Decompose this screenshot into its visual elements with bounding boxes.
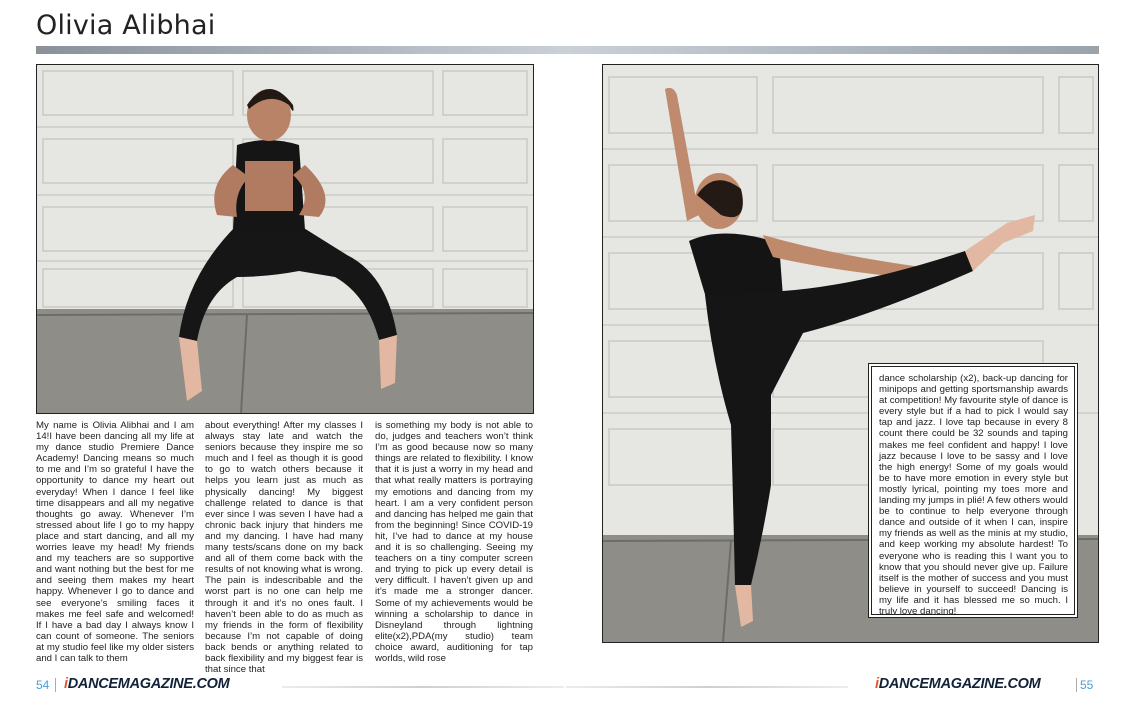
logo-i-left: i [64, 676, 68, 692]
article-column-1: My name is Olivia Alibhai and I am 14!I have been dancing all my life at my dance studio Premiere Dance Academy! Dancing means so much to me and I’m so grateful I have the opportunity to dance my heart out everyday! When I dance I feel like time disappears and all my negative thoughts go away. Whenever I’m stressed about life I go to my happy place and start dancing, and all my worries leave my head! My friends and my teachers are so supportive and want nothing but the best for me and seeing them makes my heart happy. Whenever I go to dance and see everyone’s smiling faces it makes me feel safe and welcomed! If I have a bad day I always know I can count of someone. The seniors at my studio feel like my older sisters and I can talk to them [36, 420, 194, 664]
footer-separator-left [55, 678, 56, 692]
footer-separator-right [1076, 678, 1077, 692]
magazine-logo-left [64, 676, 229, 692]
article-column-3: is something my body is not able to do, judges and teachers won’t think I’m as good because now so many things are related to flexibility. I know that it is just a worry in my head and that what really matters is portraying my emotions and dancing from my heart. I am a very confident person and dancing has helped me gain that from the beginning! Since COVID-19 hit, I’ve had to dance at my house and it is so challenging. Seeing my teachers on a tiny computer screen and trying to pick up every detail is very difficult. I haven’t given up and it’s made me a stronger dancer. Some of my achievements would be winning a scholarship to dance in Disneyland through lightning elite(x2),PDA(my studio) team choice award, auditioning for tap worlds, wild rose [375, 420, 533, 664]
logo-text-left: DANCEMAGAZINE.COM [67, 676, 230, 692]
logo-i-right: i [875, 676, 879, 692]
magazine-logo-right [875, 676, 1040, 692]
page-number-left: 54 [36, 678, 50, 692]
logo-text-right: DANCEMAGAZINE.COM [878, 676, 1041, 692]
article-continued-box: dance scholarship (x2), back-up dancing for minipops and getting sportsmanship awards at competition! My favourite style of dance is every style but if a had to pick I would say tap and jazz. I love tap because in every 8 count there could be 32 sounds and taping makes me feel confident and happy! I love jazz because I love to be sassy and I love the high energy! Some of my goals would be to have more emotion in every style but mostly lyrical, pointing my toes more and landing my jumps in plié! A few others would be to continue to help everyone through dance and outside of it when I can, inspire my friends as well as the minis at my studio, and keep working my absolute hardest! To everyone who is reading this I want you to know that you should never give up. Failure itself is the mother of success and you must believe in yourself to succeed! Dancing is my life and it has blessed me so much. I truly love dancing! [871, 366, 1075, 615]
footer-rule-left [282, 686, 564, 688]
article-title: Olivia Alibhai [36, 10, 216, 41]
article-column-2: about everything! After my classes I always stay late and watch the seniors because they inspire me so much and I feel as though it is good to go to watch others because it helps you learn just as much as physically dancing! My biggest challenge related to dance is that ever since I was seven I have had a chronic back injury that hinders me and my dancing. I have had many many tests/scans done on my back and all of them come back with the results of not knowing what is wrong. The pain is indescribable and the worst part is no one can help me through it and it’s no ones fault. I haven’t been able to do as much as my friends in the form of flexibility because I’m not capable of doing back bends or anything related to back flexibility and my biggest fear is that since that [205, 420, 363, 676]
footer-rule-right [566, 686, 848, 688]
photo-dancer-plie [36, 64, 534, 414]
page-number-right: 55 [1080, 678, 1094, 692]
photo-dancer-plie-illustration [37, 65, 533, 413]
title-divider [36, 46, 1099, 54]
